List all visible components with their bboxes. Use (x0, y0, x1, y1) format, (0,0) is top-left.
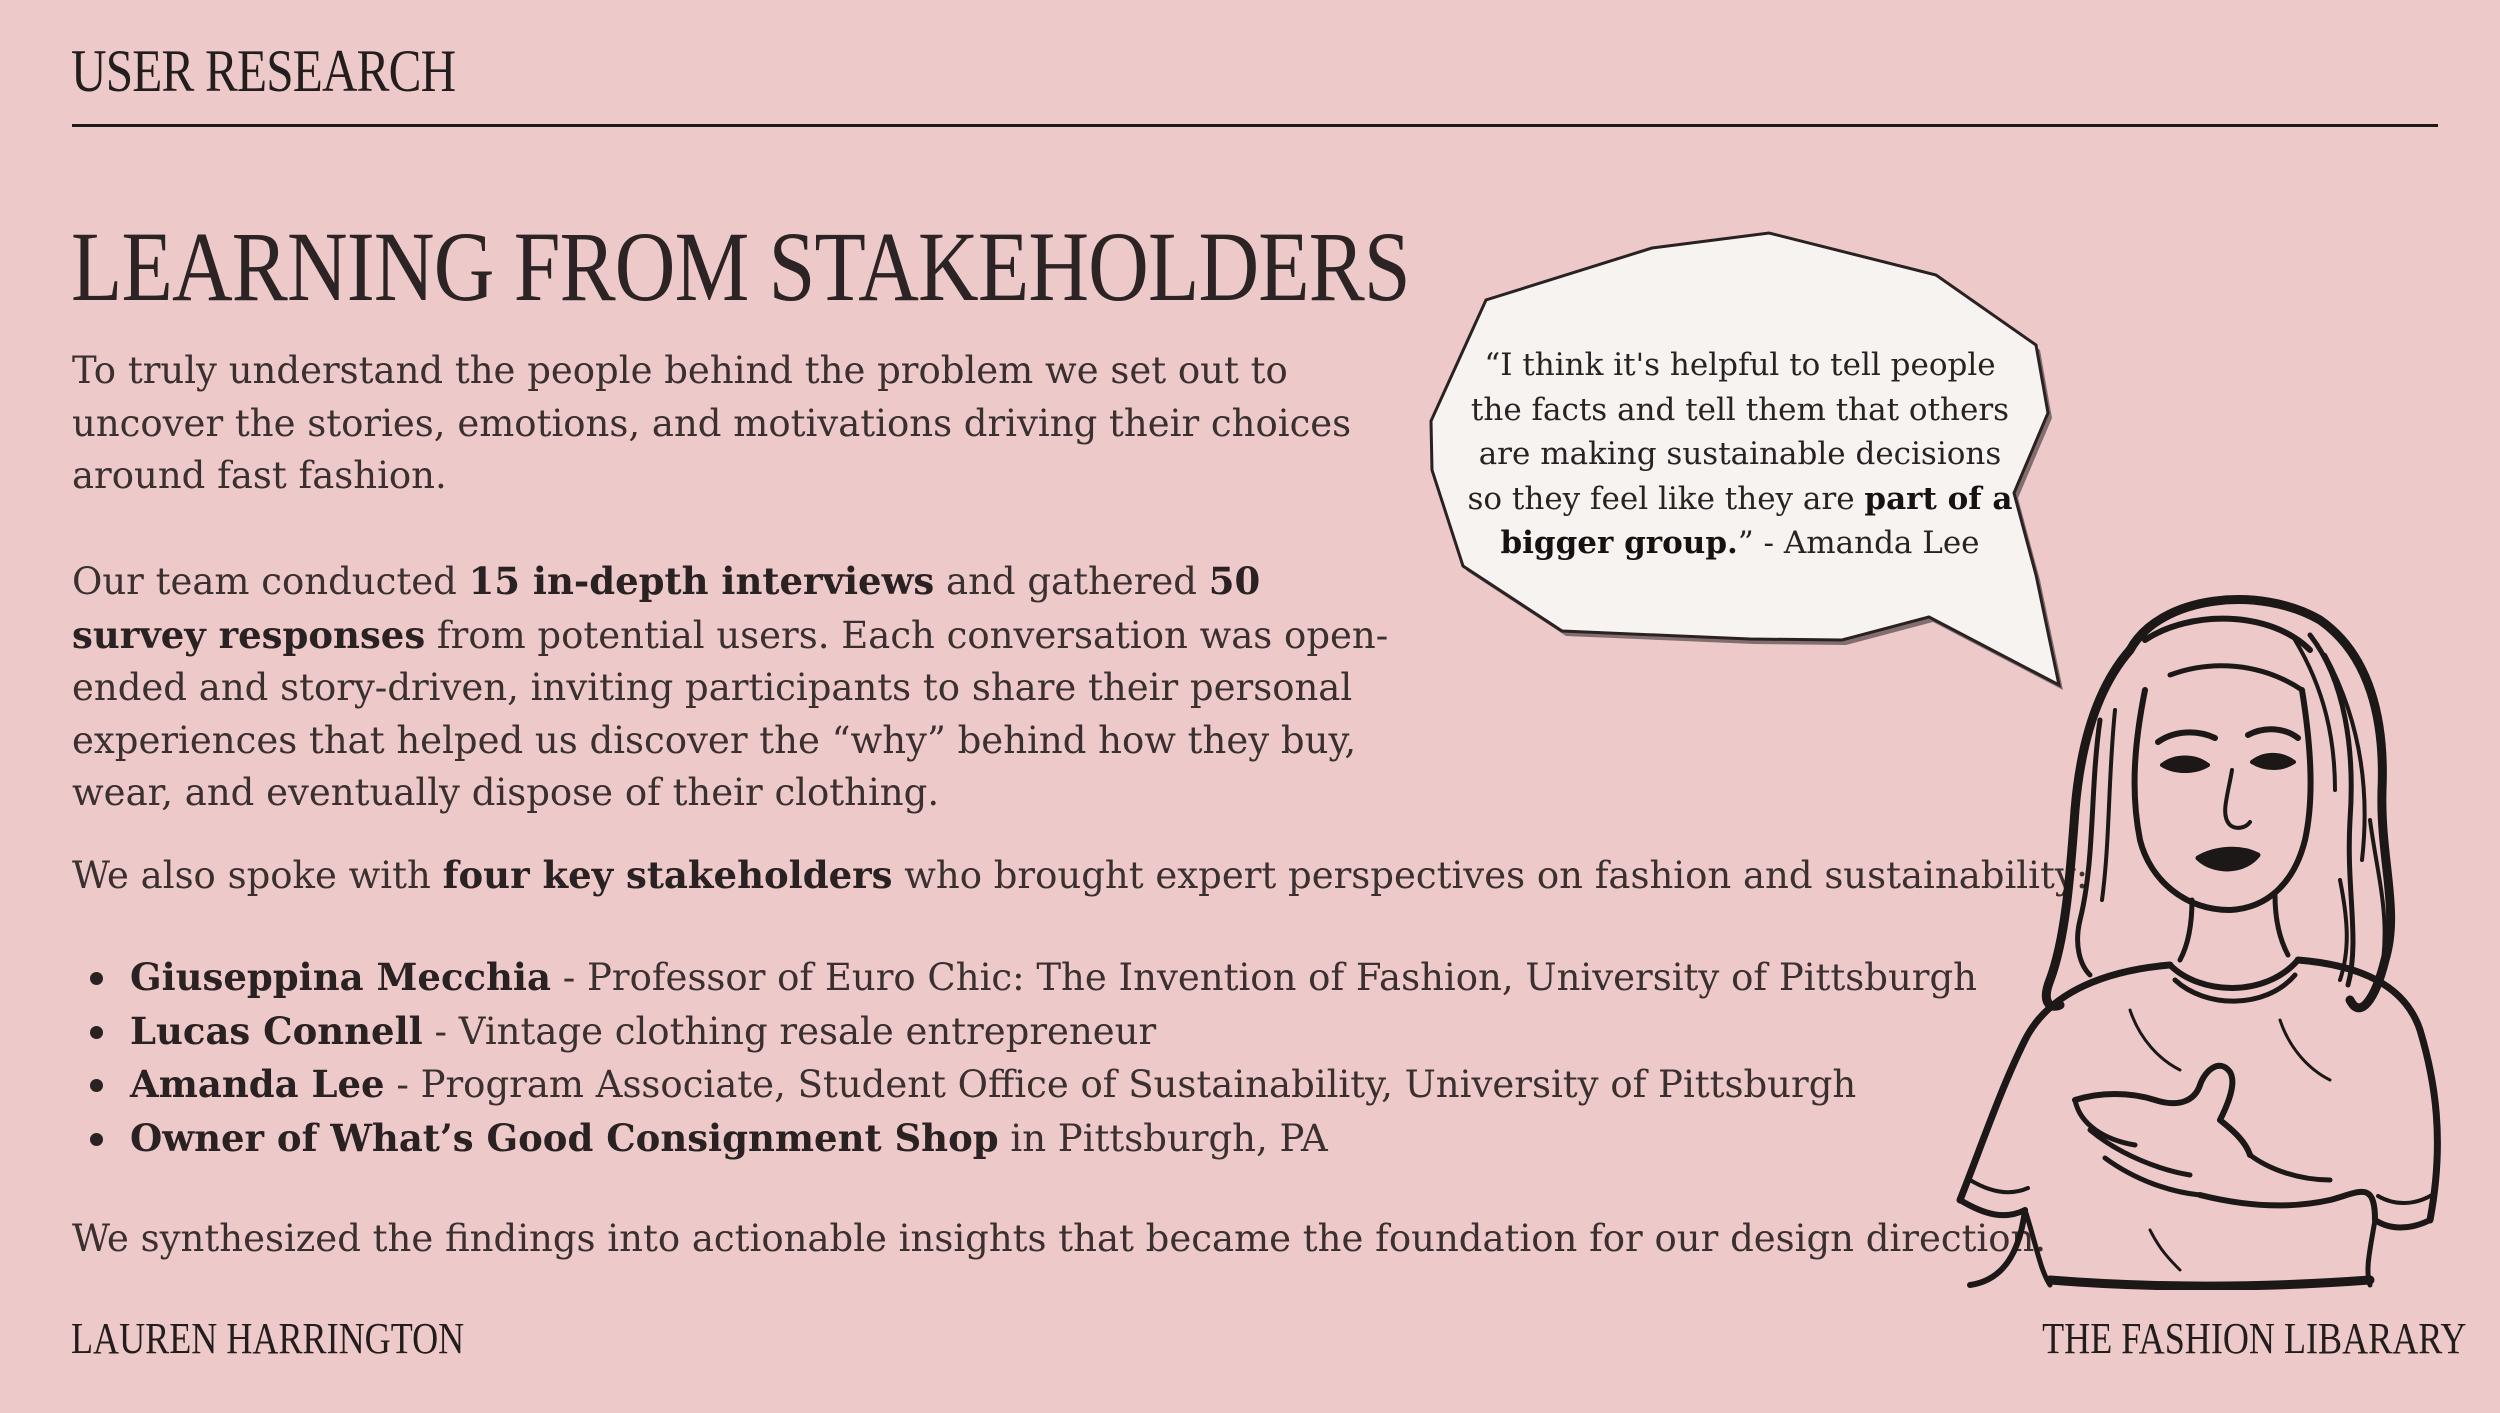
footer-brand: THE FASHION LIBARARY (2041, 1314, 2466, 1363)
bullet-icon (90, 1133, 103, 1146)
quote-attribution: ” - Amanda Lee (1737, 525, 1980, 561)
intro-paragraph: To truly understand the people behind the problem we set out to uncover the stories, emotions, and motivations driving their choices around fast fashion. (72, 349, 1352, 497)
footer-author: LAUREN HARRINGTON (71, 1314, 465, 1363)
header-divider (72, 124, 2438, 127)
method-text-start: Our team conducted (72, 560, 469, 603)
stakeholders-intro-end: who brought expert perspectives on fashion and sustainability: (892, 854, 2089, 897)
list-item (72, 1005, 1977, 1059)
list-item (72, 1058, 1977, 1112)
stakeholder-detail: - Professor of Euro Chic: The Invention of Fashion, University of Pittsburgh (550, 956, 1977, 999)
list-item (72, 951, 1977, 1005)
stakeholders-intro-bold: four key stakeholders (442, 853, 893, 897)
stakeholder-name: Giuseppina Mecchia (130, 955, 551, 999)
stakeholder-detail: - Program Associate, Student Office of Sustainability, University of Pittsburgh (384, 1063, 1857, 1106)
woman-speaking-illustration-icon (1930, 580, 2450, 1290)
method-text-end: from potential users. Each conversation was open-ended and story-driven, inviting participants to share their personal experiences that helped us discover the “why” behind how they buy, wear, and eventually dispose of their clothing. (72, 613, 1389, 814)
synthesis-paragraph: We synthesized the findings into actionable insights that became the foundation for our design direction. (72, 1217, 2047, 1260)
bullet-icon (90, 1026, 103, 1039)
stakeholders-intro-start: We also spoke with (72, 854, 443, 897)
list-item (72, 1112, 1977, 1166)
quote-text (1460, 343, 2020, 566)
page-title: LEARNING FROM STAKEHOLDERS (71, 211, 1410, 322)
bullet-icon (90, 1079, 103, 1092)
stakeholder-name: Owner of What’s Good Consignment Shop (130, 1115, 999, 1160)
method-text-middle: and gathered (934, 560, 1209, 603)
interview-count: 15 in-depth interviews (468, 559, 935, 603)
bullet-icon (90, 972, 103, 985)
stakeholder-detail: - Vintage clothing resale entrepreneur (422, 1009, 1157, 1053)
survey-count: 50 survey responses (72, 559, 1261, 657)
method-paragraph (72, 555, 1402, 820)
quote-emphasis: part of a bigger group. (1500, 480, 2013, 561)
stakeholders-intro (72, 849, 2088, 903)
stakeholder-detail: in Pittsburgh, PA (998, 1116, 1328, 1160)
section-label: USER RESEARCH (71, 38, 456, 104)
stakeholder-list (72, 951, 1977, 1165)
stakeholder-name: Lucas Connell (130, 1008, 423, 1053)
stakeholder-name: Amanda Lee (130, 1062, 385, 1106)
quote-text-start: “I think it's helpful to tell people the facts and tell them that others are making sustainable decisions so they feel like they are (1467, 347, 2010, 517)
